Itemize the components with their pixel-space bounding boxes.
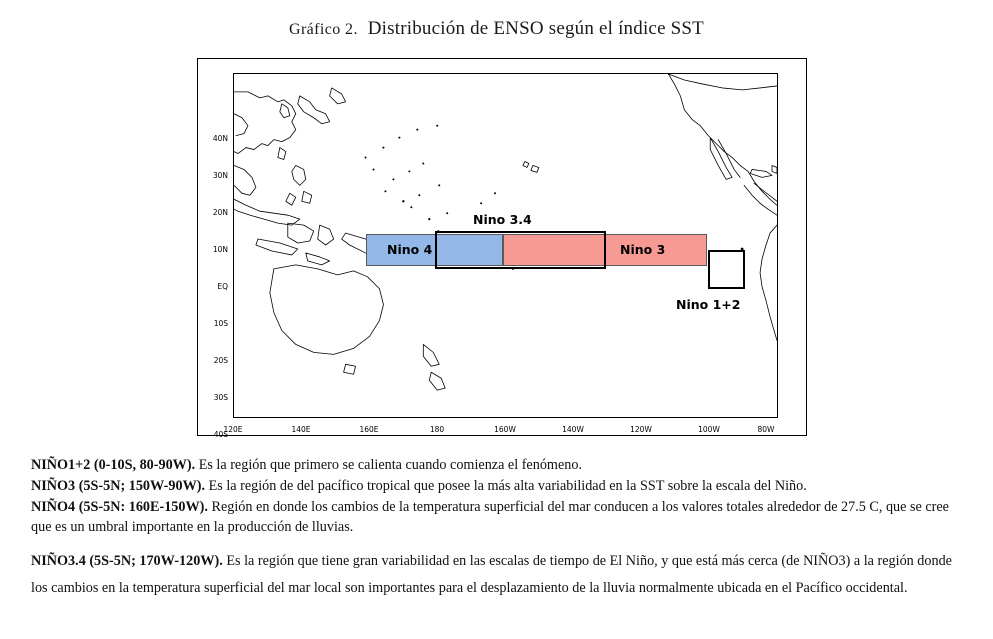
x-tick-120e: 120E [223, 425, 243, 434]
region-label-nino4: Nino 4 [387, 242, 433, 257]
note-nino3 [31, 476, 969, 496]
region-label-nino12: Nino 1+2 [676, 297, 741, 312]
region-label-nino3: Nino 3 [620, 242, 666, 257]
y-tick-20s: 20S [213, 356, 228, 365]
region-nino34 [435, 231, 606, 269]
map-figure [197, 58, 807, 439]
x-tick-180: 180 [429, 425, 445, 434]
y-tick-20n: 20N [212, 208, 228, 217]
figure-title-text: Distribución de ENSO según el índice SST [367, 18, 704, 39]
x-tick-120w: 120W [630, 425, 652, 434]
y-tick-40n: 40N [212, 134, 228, 143]
note-term-nino3: NIÑO3 (5S-5N; 150W-90W). [31, 478, 206, 495]
note-text-nino3: Es la región de del pacífico tropical que posee la más alta variabilidad en la SST sobre la escala del Niño. [205, 478, 807, 495]
note-nino4 [31, 497, 969, 537]
figure-number: Gráfico 2. [288, 21, 358, 38]
y-tick-40s: 40S [213, 430, 228, 439]
x-tick-140e: 140E [291, 425, 311, 434]
note-text-nino4: Región en donde los cambios de la temperatura superficial del mar conducen a los valores totales alrededor de 27.5 C, que se cree que es un umbral importante en la producción de lluvias. [31, 499, 949, 536]
y-tick-30n: 30N [212, 171, 228, 180]
x-tick-140w: 140W [562, 425, 584, 434]
note-nino12 [31, 455, 969, 475]
x-tick-100w: 100W [698, 425, 720, 434]
y-tick-eq: EQ [217, 282, 228, 291]
region-label-nino34: Nino 3.4 [473, 212, 532, 227]
x-tick-80w: 80W [757, 425, 775, 434]
y-tick-30s: 30S [213, 393, 228, 402]
region-nino12 [708, 250, 745, 289]
x-tick-160w: 160W [494, 425, 516, 434]
note-text-nino12: Es la región que primero se calienta cuando comienza el fenómeno. [195, 457, 582, 473]
y-tick-10s: 10S [213, 319, 228, 328]
note-term-nino34: NIÑO3.4 (5S-5N; 170W-120W). [31, 552, 223, 569]
map-plot-area [233, 73, 778, 418]
page-title [0, 18, 993, 40]
y-tick-10n: 10N [212, 245, 228, 254]
caption-block [31, 455, 969, 603]
note-term-nino12: NIÑO1+2 (0-10S, 80-90W). [31, 457, 196, 473]
note-text-nino34: Es la región que tiene gran variabilidad en las escalas de tiempo de El Niño, y que está más cerca (de NIÑO3) a la región donde los cambios en la temperatura superficial del mar local son importantes para el desplazamiento de la lluvia normalmente ubicada en el Pacífico occidental. [31, 552, 952, 596]
x-tick-160e: 160E [359, 425, 379, 434]
note-term-nino4: NIÑO4 (5S-5N: 160E-150W). [31, 499, 208, 516]
note-nino34 [31, 548, 969, 603]
